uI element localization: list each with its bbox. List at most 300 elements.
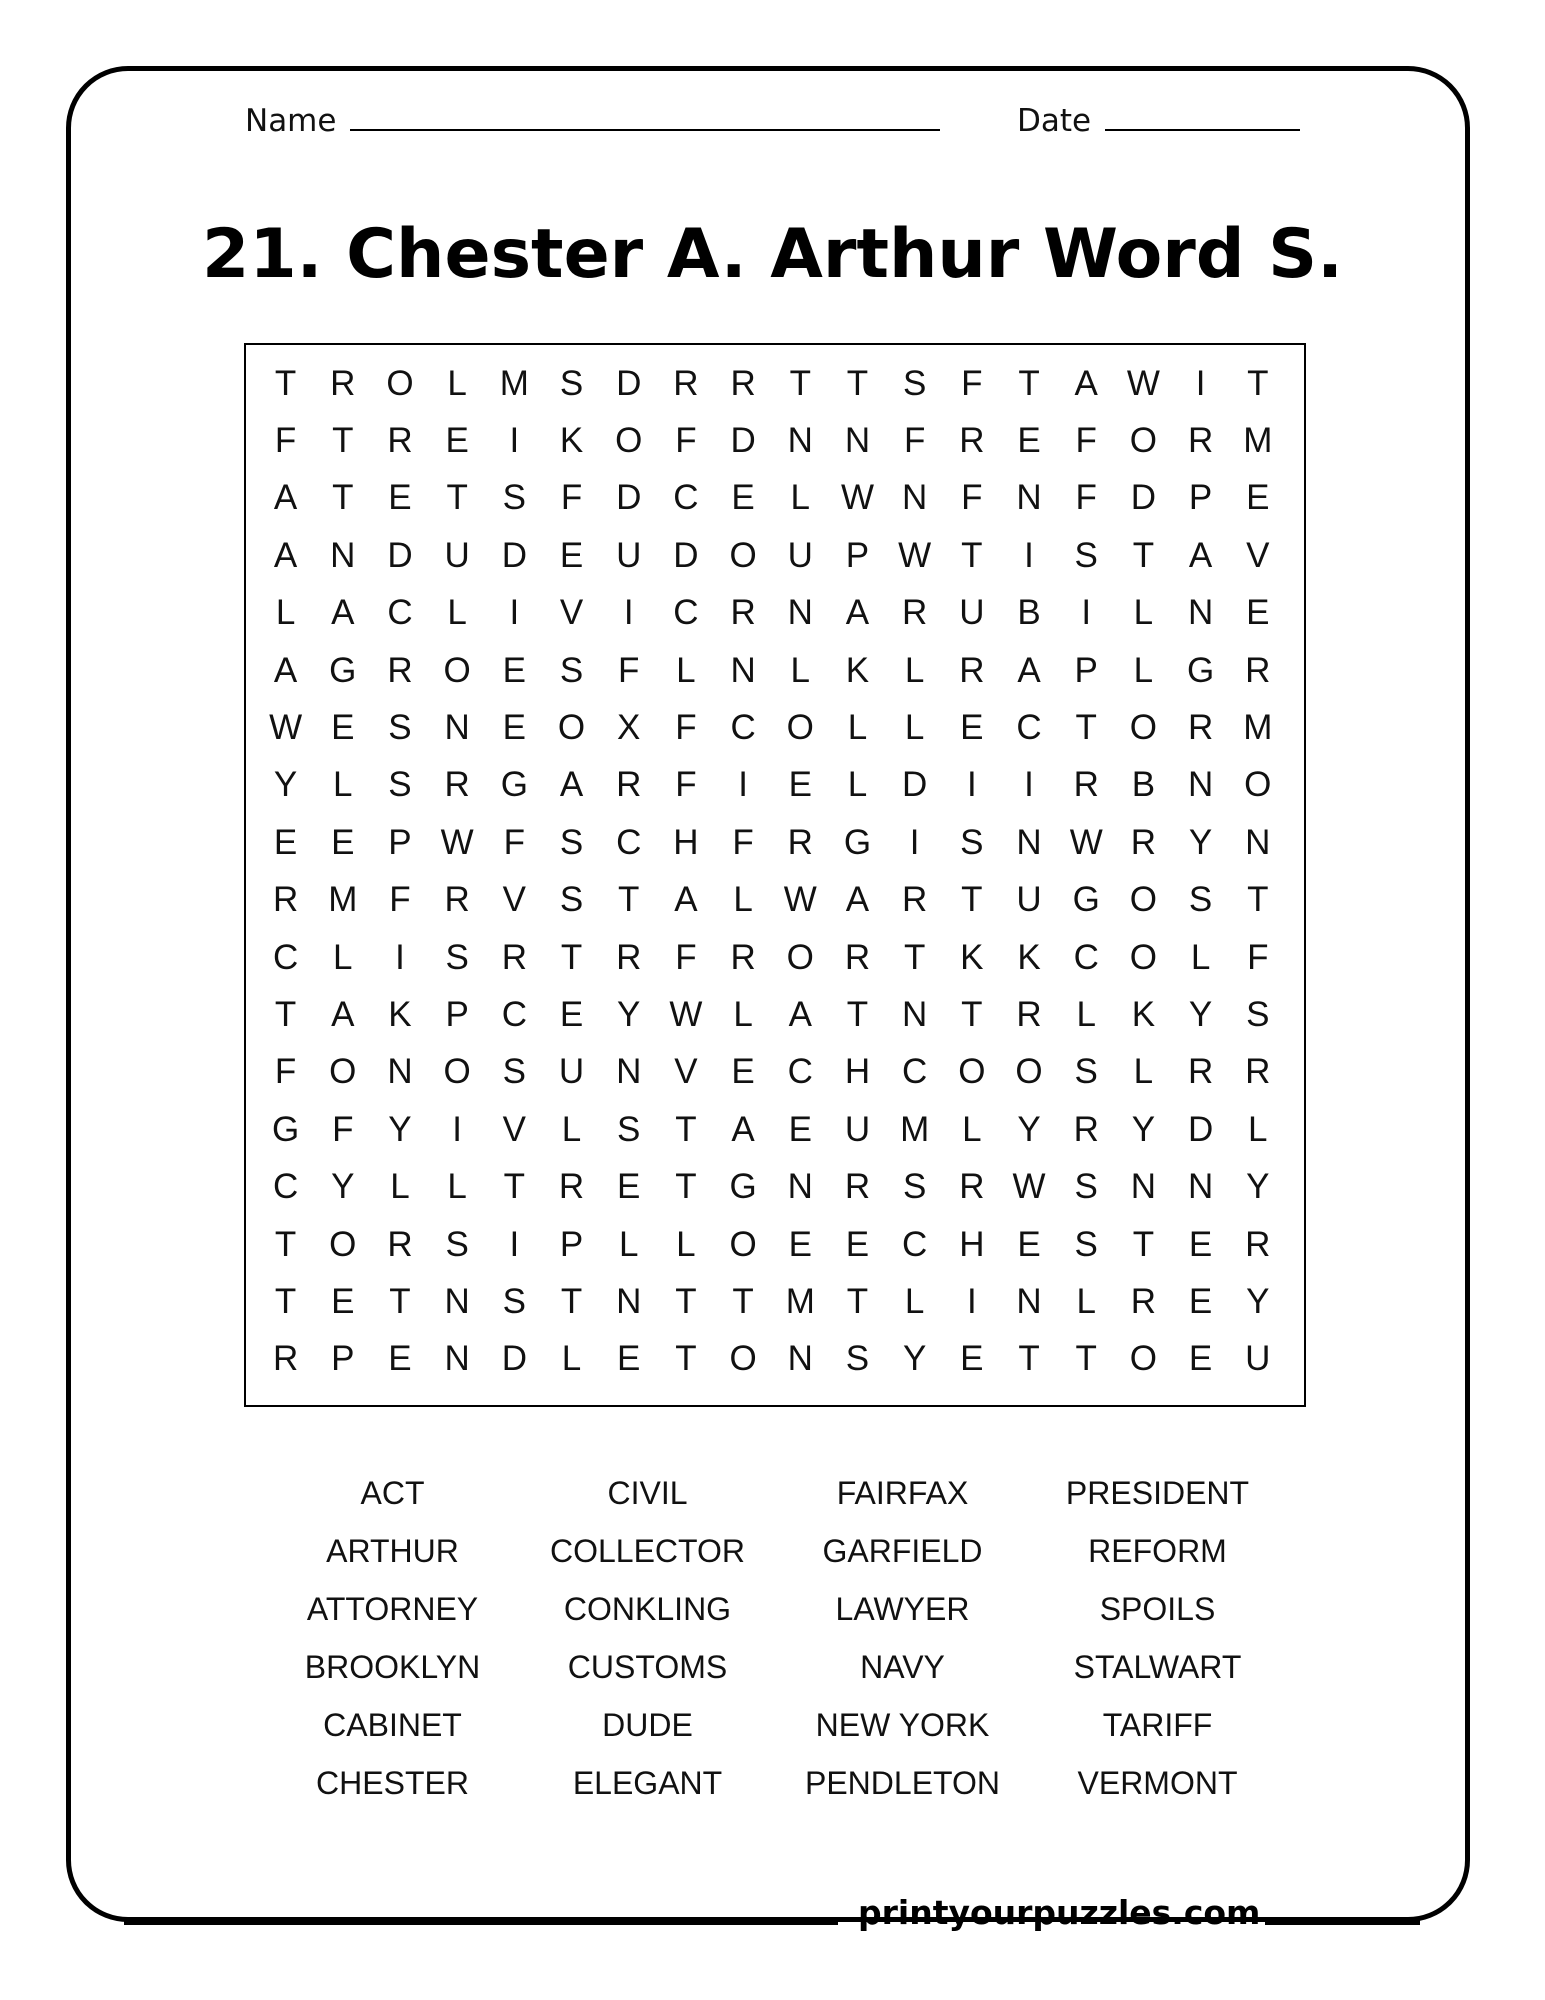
grid-letter[interactable]: O [729, 535, 757, 575]
grid-letter[interactable]: S [388, 765, 412, 805]
grid-letter[interactable]: K [960, 937, 984, 977]
grid-letter[interactable]: N [844, 421, 871, 461]
grid-letter[interactable]: E [331, 1281, 355, 1321]
grid-letter[interactable]: G [500, 765, 528, 805]
grid-letter[interactable]: I [738, 765, 748, 805]
grid-letter[interactable]: E [502, 708, 527, 748]
grid-letter[interactable]: D [902, 765, 928, 805]
grid-letter[interactable]: L [333, 937, 353, 977]
grid-letter[interactable]: A [331, 593, 355, 633]
grid-letter[interactable]: N [787, 421, 813, 461]
grid-letter[interactable]: F [675, 421, 697, 461]
grid-letter[interactable]: O [1244, 765, 1272, 805]
grid-letter[interactable]: T [1018, 1339, 1040, 1379]
grid-letter[interactable]: L [847, 765, 868, 805]
grid-letter[interactable]: L [904, 650, 925, 690]
grid-letter[interactable]: Y [1131, 1109, 1156, 1149]
grid-letter[interactable]: H [844, 1052, 871, 1092]
grid-letter[interactable]: E [388, 478, 412, 518]
grid-letter[interactable]: S [559, 650, 584, 690]
grid-letter[interactable]: T [732, 1281, 754, 1321]
grid-letter[interactable]: G [729, 1167, 757, 1207]
grid-letter[interactable]: I [509, 1224, 520, 1264]
grid-letter[interactable]: Y [331, 1167, 355, 1207]
grid-letter[interactable]: O [329, 1052, 357, 1092]
grid-letter[interactable]: A [788, 994, 812, 1034]
grid-letter[interactable]: T [560, 937, 583, 977]
grid-letter[interactable]: O [329, 1224, 357, 1264]
grid-letter[interactable]: Y [273, 765, 298, 805]
grid-letter[interactable]: P [445, 994, 469, 1034]
grid-letter[interactable]: R [902, 593, 928, 633]
grid-letter[interactable]: O [1129, 937, 1158, 977]
grid-letter[interactable]: U [844, 1109, 871, 1149]
grid-letter[interactable]: C [1073, 937, 1099, 977]
grid-letter[interactable]: L [1133, 1052, 1154, 1092]
grid-letter[interactable]: L [790, 478, 811, 518]
grid-letter[interactable]: E [502, 650, 527, 690]
grid-letter[interactable]: C [616, 822, 642, 862]
grid-letter[interactable]: C [673, 593, 699, 633]
grid-letter[interactable]: Y [1246, 1281, 1270, 1321]
grid-letter[interactable]: I [623, 593, 634, 633]
grid-letter[interactable]: L [1248, 1109, 1268, 1149]
grid-letter[interactable]: F [332, 1109, 354, 1149]
grid-letter[interactable]: D [673, 535, 699, 575]
grid-letter[interactable]: F [675, 765, 697, 805]
grid-letter[interactable]: T [1132, 535, 1155, 575]
grid-letter[interactable]: B [1017, 593, 1041, 633]
grid-letter[interactable]: W [440, 822, 474, 862]
grid-letter[interactable]: V [502, 1109, 527, 1149]
grid-letter[interactable]: O [1129, 708, 1158, 748]
grid-letter[interactable]: N [902, 994, 928, 1034]
grid-letter[interactable]: C [673, 478, 699, 518]
grid-letter[interactable]: Y [1188, 994, 1213, 1034]
grid-letter[interactable]: S [1074, 535, 1098, 575]
grid-letter[interactable]: S [845, 1339, 870, 1379]
grid-letter[interactable]: T [789, 363, 811, 403]
grid-letter[interactable]: I [1024, 535, 1034, 575]
grid-letter[interactable]: F [503, 822, 526, 862]
grid-letter[interactable]: S [502, 478, 527, 518]
grid-letter[interactable]: T [332, 421, 354, 461]
grid-letter[interactable]: N [444, 708, 470, 748]
grid-letter[interactable]: C [501, 994, 527, 1034]
grid-letter[interactable]: K [845, 650, 870, 690]
grid-letter[interactable]: L [904, 708, 925, 748]
grid-letter[interactable]: R [1187, 1052, 1214, 1092]
grid-letter[interactable]: O [557, 708, 586, 748]
grid-letter[interactable]: N [787, 593, 813, 633]
grid-letter[interactable]: R [387, 421, 413, 461]
grid-letter[interactable]: E [331, 822, 355, 862]
grid-letter[interactable]: V [502, 880, 527, 920]
grid-letter[interactable]: N [787, 1339, 813, 1379]
grid-letter[interactable]: L [275, 593, 296, 633]
grid-letter[interactable]: R [558, 1167, 585, 1207]
grid-letter[interactable]: R [959, 421, 985, 461]
grid-letter[interactable]: G [271, 1109, 300, 1149]
grid-letter[interactable]: S [559, 363, 584, 403]
grid-letter[interactable]: T [1075, 708, 1097, 748]
grid-letter[interactable]: G [843, 822, 872, 862]
grid-letter[interactable]: R [387, 1224, 413, 1264]
grid-letter[interactable]: F [1247, 937, 1269, 977]
grid-letter[interactable]: D [616, 363, 642, 403]
grid-letter[interactable]: L [733, 880, 753, 920]
grid-letter[interactable]: M [1243, 708, 1273, 748]
grid-letter[interactable]: K [1017, 937, 1041, 977]
grid-letter[interactable]: L [390, 1167, 410, 1207]
grid-letter[interactable]: W [269, 708, 303, 748]
grid-letter[interactable]: N [387, 1052, 413, 1092]
grid-letter[interactable]: L [676, 650, 696, 690]
grid-letter[interactable]: L [1133, 650, 1154, 690]
date-field-line[interactable] [1105, 129, 1300, 131]
grid-letter[interactable]: F [1075, 421, 1097, 461]
grid-letter[interactable]: R [1130, 1281, 1157, 1321]
grid-letter[interactable]: R [387, 650, 413, 690]
grid-letter[interactable]: M [1243, 421, 1273, 461]
grid-letter[interactable]: E [273, 822, 298, 862]
grid-letter[interactable]: S [559, 822, 584, 862]
grid-letter[interactable]: U [558, 1052, 585, 1092]
grid-letter[interactable]: N [1187, 1167, 1214, 1207]
grid-letter[interactable]: F [274, 421, 297, 461]
grid-letter[interactable]: A [273, 650, 298, 690]
grid-letter[interactable]: R [959, 650, 985, 690]
grid-letter[interactable]: Y [1188, 822, 1213, 862]
grid-letter[interactable]: U [444, 535, 470, 575]
name-field-line[interactable] [350, 129, 940, 131]
grid-letter[interactable]: N [616, 1281, 642, 1321]
grid-letter[interactable]: P [1074, 650, 1098, 690]
grid-letter[interactable]: R [844, 937, 871, 977]
grid-letter[interactable]: W [898, 535, 932, 575]
grid-letter[interactable]: T [503, 1167, 526, 1207]
grid-letter[interactable]: O [615, 421, 643, 461]
grid-letter[interactable]: F [560, 478, 583, 518]
grid-letter[interactable]: E [617, 1167, 641, 1207]
grid-letter[interactable]: S [502, 1052, 527, 1092]
grid-letter[interactable]: L [847, 708, 868, 748]
grid-letter[interactable]: U [959, 593, 985, 633]
grid-letter[interactable]: B [1131, 765, 1156, 805]
grid-letter[interactable]: K [1131, 994, 1156, 1034]
grid-letter[interactable]: I [1081, 593, 1092, 633]
grid-letter[interactable]: S [1074, 1167, 1098, 1207]
grid-letter[interactable]: R [444, 765, 470, 805]
grid-letter[interactable]: S [388, 708, 412, 748]
grid-letter[interactable]: L [333, 765, 353, 805]
grid-letter[interactable]: S [1188, 880, 1213, 920]
grid-letter[interactable]: L [676, 1224, 696, 1264]
grid-letter[interactable]: L [1076, 1281, 1096, 1321]
grid-letter[interactable]: E [731, 478, 755, 518]
grid-letter[interactable]: N [1016, 822, 1042, 862]
grid-letter[interactable]: R [444, 880, 470, 920]
grid-letter[interactable]: C [902, 1052, 928, 1092]
grid-letter[interactable]: R [501, 937, 527, 977]
grid-letter[interactable]: R [1245, 1052, 1271, 1092]
grid-letter[interactable]: E [960, 1339, 984, 1379]
grid-letter[interactable]: R [616, 765, 642, 805]
grid-letter[interactable]: U [787, 535, 813, 575]
grid-letter[interactable]: S [960, 822, 984, 862]
grid-letter[interactable]: E [1188, 1224, 1213, 1264]
grid-letter[interactable]: G [1186, 650, 1215, 690]
grid-letter[interactable]: V [674, 1052, 698, 1092]
grid-letter[interactable]: L [733, 994, 753, 1034]
grid-letter[interactable]: R [959, 1167, 985, 1207]
grid-letter[interactable]: S [1074, 1224, 1098, 1264]
grid-letter[interactable]: T [1247, 363, 1269, 403]
grid-letter[interactable]: N [730, 650, 756, 690]
grid-letter[interactable]: E [559, 535, 584, 575]
grid-letter[interactable]: O [786, 708, 814, 748]
grid-letter[interactable]: L [904, 1281, 925, 1321]
grid-letter[interactable]: N [787, 1167, 813, 1207]
grid-letter[interactable]: A [1017, 650, 1041, 690]
grid-letter[interactable]: R [787, 822, 813, 862]
grid-letter[interactable]: I [1195, 363, 1206, 403]
grid-letter[interactable]: X [617, 708, 641, 748]
grid-letter[interactable]: T [274, 994, 297, 1034]
grid-letter[interactable]: N [1245, 822, 1271, 862]
grid-letter[interactable]: R [1245, 1224, 1271, 1264]
grid-letter[interactable]: M [900, 1109, 930, 1149]
grid-letter[interactable]: L [1076, 994, 1096, 1034]
grid-letter[interactable]: T [274, 1281, 297, 1321]
grid-letter[interactable]: A [1188, 535, 1213, 575]
grid-letter[interactable]: C [1016, 708, 1042, 748]
grid-letter[interactable]: F [903, 421, 926, 461]
grid-letter[interactable]: F [618, 650, 640, 690]
grid-letter[interactable]: D [501, 535, 527, 575]
grid-letter[interactable]: I [509, 421, 520, 461]
grid-letter[interactable]: M [785, 1281, 815, 1321]
grid-letter[interactable]: T [846, 1281, 869, 1321]
grid-letter[interactable]: D [501, 1339, 527, 1379]
grid-letter[interactable]: S [445, 937, 469, 977]
grid-letter[interactable]: T [903, 937, 926, 977]
grid-letter[interactable]: O [443, 1052, 471, 1092]
grid-letter[interactable]: K [559, 421, 584, 461]
grid-letter[interactable]: R [272, 1339, 299, 1379]
grid-letter[interactable]: W [783, 880, 817, 920]
grid-letter[interactable]: E [788, 1224, 812, 1264]
grid-letter[interactable]: E [960, 708, 984, 748]
grid-letter[interactable]: S [1246, 994, 1270, 1034]
grid-letter[interactable]: Y [902, 1339, 927, 1379]
grid-letter[interactable]: T [274, 363, 297, 403]
grid-letter[interactable]: T [446, 478, 468, 518]
grid-letter[interactable]: C [272, 1167, 299, 1207]
grid-letter[interactable]: A [1074, 363, 1098, 403]
grid-letter[interactable]: E [731, 1052, 755, 1092]
grid-letter[interactable]: S [902, 1167, 927, 1207]
grid-letter[interactable]: T [1018, 363, 1040, 403]
grid-letter[interactable]: L [962, 1109, 982, 1149]
grid-letter[interactable]: T [961, 880, 983, 920]
grid-letter[interactable]: E [1017, 421, 1041, 461]
grid-letter[interactable]: R [330, 363, 356, 403]
grid-letter[interactable]: R [272, 880, 299, 920]
grid-letter[interactable]: N [1187, 593, 1214, 633]
grid-letter[interactable]: T [675, 1167, 697, 1207]
grid-letter[interactable]: L [618, 1224, 639, 1264]
grid-letter[interactable]: L [447, 1167, 467, 1207]
grid-letter[interactable]: N [1016, 1281, 1042, 1321]
grid-letter[interactable]: A [273, 478, 298, 518]
grid-letter[interactable]: T [618, 880, 640, 920]
grid-letter[interactable]: S [445, 1224, 469, 1264]
grid-letter[interactable]: I [395, 937, 405, 977]
grid-letter[interactable]: L [447, 363, 467, 403]
grid-letter[interactable]: O [786, 937, 814, 977]
grid-letter[interactable]: A [559, 765, 584, 805]
grid-letter[interactable]: G [329, 650, 357, 690]
grid-letter[interactable]: F [274, 1052, 297, 1092]
grid-letter[interactable]: T [675, 1109, 697, 1149]
grid-letter[interactable]: R [1187, 708, 1214, 748]
grid-letter[interactable]: U [616, 535, 642, 575]
grid-letter[interactable]: G [1072, 880, 1100, 920]
grid-letter[interactable]: S [502, 1281, 527, 1321]
grid-letter[interactable]: C [787, 1052, 813, 1092]
grid-letter[interactable]: O [729, 1224, 757, 1264]
grid-letter[interactable]: I [509, 593, 520, 633]
grid-letter[interactable]: D [1187, 1109, 1214, 1149]
grid-letter[interactable]: Y [617, 994, 641, 1034]
grid-letter[interactable]: L [561, 1339, 582, 1379]
grid-letter[interactable]: R [1073, 1109, 1099, 1149]
grid-letter[interactable]: T [560, 1281, 583, 1321]
grid-letter[interactable]: W [1126, 363, 1160, 403]
grid-letter[interactable]: I [452, 1109, 463, 1149]
grid-letter[interactable]: K [388, 994, 412, 1034]
grid-letter[interactable]: W [1012, 1167, 1046, 1207]
grid-letter[interactable]: N [616, 1052, 642, 1092]
grid-letter[interactable]: E [788, 765, 812, 805]
grid-letter[interactable]: R [730, 593, 756, 633]
grid-letter[interactable]: R [730, 363, 756, 403]
grid-letter[interactable]: E [1188, 1339, 1213, 1379]
grid-letter[interactable]: T [675, 1339, 697, 1379]
grid-letter[interactable]: L [561, 1109, 582, 1149]
grid-letter[interactable]: E [445, 421, 469, 461]
grid-letter[interactable]: N [330, 535, 356, 575]
grid-letter[interactable]: P [845, 535, 870, 575]
grid-letter[interactable]: P [1188, 478, 1213, 518]
grid-letter[interactable]: A [674, 880, 698, 920]
grid-letter[interactable]: T [846, 363, 869, 403]
grid-letter[interactable]: L [447, 593, 467, 633]
grid-letter[interactable]: E [617, 1339, 641, 1379]
grid-letter[interactable]: W [669, 994, 703, 1034]
grid-letter[interactable]: S [617, 1109, 641, 1149]
grid-letter[interactable]: O [1129, 421, 1158, 461]
grid-letter[interactable]: T [1075, 1339, 1097, 1379]
grid-letter[interactable]: O [729, 1339, 757, 1379]
grid-letter[interactable]: L [790, 650, 811, 690]
grid-letter[interactable]: I [1024, 765, 1034, 805]
grid-letter[interactable]: P [388, 822, 412, 862]
grid-letter[interactable]: E [559, 994, 584, 1034]
grid-letter[interactable]: S [902, 363, 927, 403]
grid-letter[interactable]: C [387, 593, 413, 633]
grid-letter[interactable]: E [1246, 593, 1270, 633]
grid-letter[interactable]: N [1016, 478, 1042, 518]
grid-letter[interactable]: R [1187, 421, 1214, 461]
grid-letter[interactable]: F [1075, 478, 1097, 518]
grid-letter[interactable]: A [273, 535, 298, 575]
grid-letter[interactable]: L [1190, 937, 1211, 977]
grid-letter[interactable]: M [499, 363, 529, 403]
grid-letter[interactable]: F [961, 363, 983, 403]
grid-letter[interactable]: F [675, 708, 697, 748]
grid-letter[interactable]: O [958, 1052, 986, 1092]
grid-letter[interactable]: N [444, 1339, 470, 1379]
grid-letter[interactable]: P [559, 1224, 584, 1264]
grid-letter[interactable]: R [673, 363, 699, 403]
grid-letter[interactable]: E [1017, 1224, 1041, 1264]
grid-letter[interactable]: D [1130, 478, 1157, 518]
grid-letter[interactable]: T [274, 1224, 297, 1264]
grid-letter[interactable]: A [845, 880, 870, 920]
grid-letter[interactable]: R [1073, 765, 1099, 805]
grid-letter[interactable]: O [1129, 1339, 1158, 1379]
grid-letter[interactable]: C [272, 937, 299, 977]
grid-letter[interactable]: E [788, 1109, 812, 1149]
grid-letter[interactable]: R [730, 937, 756, 977]
grid-letter[interactable]: W [1069, 822, 1103, 862]
grid-letter[interactable]: O [443, 650, 471, 690]
grid-letter[interactable]: A [731, 1109, 755, 1149]
grid-letter[interactable]: I [909, 822, 920, 862]
grid-letter[interactable]: T [846, 994, 869, 1034]
grid-letter[interactable]: V [1246, 535, 1270, 575]
grid-letter[interactable]: E [845, 1224, 870, 1264]
grid-letter[interactable]: R [844, 1167, 871, 1207]
grid-letter[interactable]: F [732, 822, 754, 862]
grid-letter[interactable]: F [961, 478, 983, 518]
grid-letter[interactable]: N [902, 478, 928, 518]
grid-letter[interactable]: U [1245, 1339, 1271, 1379]
grid-letter[interactable]: P [331, 1339, 355, 1379]
grid-letter[interactable]: M [328, 880, 358, 920]
grid-letter[interactable]: I [966, 1281, 977, 1321]
grid-letter[interactable]: U [1016, 880, 1042, 920]
grid-letter[interactable]: C [730, 708, 756, 748]
grid-letter[interactable]: D [730, 421, 756, 461]
grid-letter[interactable]: R [1130, 822, 1157, 862]
grid-letter[interactable]: Y [1246, 1167, 1270, 1207]
grid-letter[interactable]: R [902, 880, 928, 920]
grid-letter[interactable]: E [1246, 478, 1270, 518]
grid-letter[interactable]: O [1129, 880, 1158, 920]
grid-letter[interactable]: W [840, 478, 874, 518]
grid-letter[interactable]: S [559, 880, 584, 920]
grid-letter[interactable]: N [1130, 1167, 1157, 1207]
grid-letter[interactable]: D [616, 478, 642, 518]
grid-letter[interactable]: E [1188, 1281, 1213, 1321]
grid-letter[interactable]: L [1133, 593, 1154, 633]
grid-letter[interactable]: F [389, 880, 411, 920]
grid-letter[interactable]: F [675, 937, 697, 977]
grid-letter[interactable]: R [1016, 994, 1042, 1034]
